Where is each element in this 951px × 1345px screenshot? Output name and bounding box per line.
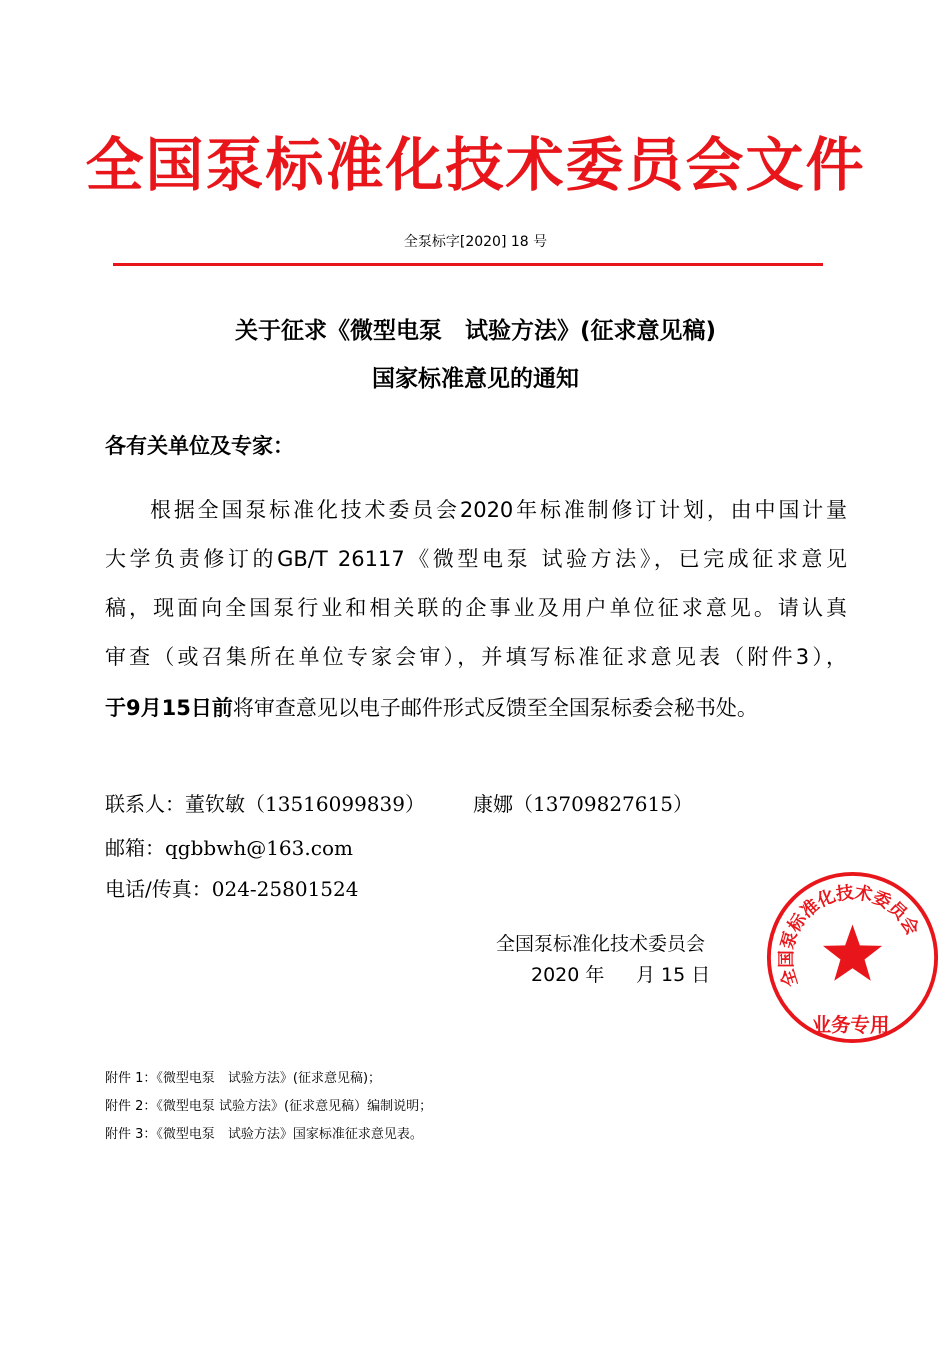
attachment-3: 附件 3：《微型电泵 试验方法》国家标准征求意见表。 [105,1127,423,1142]
email-address: qgbbwh@163.com [165,836,353,860]
body-line: 大学负责修订的GB/T 26117《微型电泵 试验方法》，已完成征求意见 [105,547,847,571]
attachment-1: 附件 1：《微型电泵 试验方法》(征求意见稿)； [105,1071,382,1086]
contact-1: 董钦敏（13516099839） [185,792,425,816]
signature-date-rest: 月 15 日 [636,964,711,986]
email-label: 邮箱： [105,836,165,860]
notice-title-line2: 国家标准意见的通知 [372,366,579,392]
attachment-2: 附件 2：《微型电泵 试验方法》(征求意见稿）编制说明； [105,1099,433,1114]
notice-title-line1: 关于征求《微型电泵 试验方法》(征求意见稿) [234,318,717,344]
seal-star-icon [823,924,882,980]
signature-date-year: 2020 年 [531,964,605,986]
official-seal-icon [765,870,940,1045]
phone-label: 电话/传真： [105,877,212,901]
deadline: 于9月15日前 [105,696,233,720]
email-line [105,832,353,861]
body-line: 稿，现面向全国泵行业和相关联的企事业及用户单位征求意见。请认真 [105,596,847,620]
salutation: 各有关单位及专家： [105,434,294,458]
seal-bottom-text: 业务专用 [811,1013,890,1037]
org-title: 全国泵标准化技术委员会文件 [85,131,866,199]
document-number: 全泵标字[2020] 18 号 [403,234,548,250]
contact-2: 康娜（13709827615） [472,792,693,816]
body-text: 将审查意见以电子邮件形式反馈至全国泵标委会秘书处。 [232,696,758,720]
phone-number: 024-25801524 [211,877,359,901]
body-line: 根据全国泵标准化技术委员会2020年标准制修订计划，由中国计量 [150,498,847,522]
red-divider [113,263,823,266]
seal-ring-text: 全国泵标准化技术委员会 [777,883,922,990]
contact-label: 联系人： [105,792,185,816]
body-line: 审查（或召集所在单位专家会审），并填写标准征求意见表（附件3）， [105,645,847,669]
body-line-deadline [105,692,847,722]
signature-org: 全国泵标准化技术委员会 [496,933,706,955]
contact-line [105,788,693,817]
phone-line [105,873,358,902]
